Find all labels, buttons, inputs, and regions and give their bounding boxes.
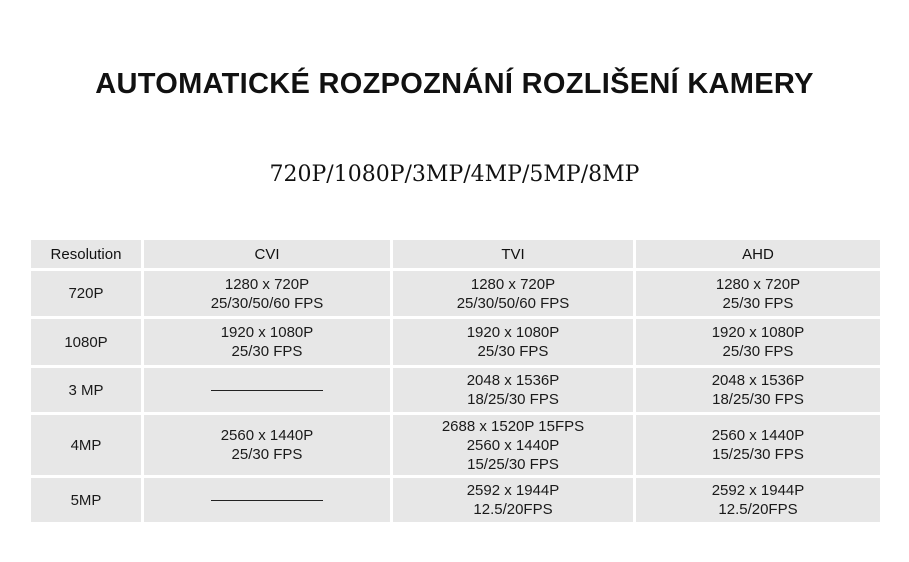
cvi-cell — [144, 478, 390, 522]
cell-line: 1920 x 1080P — [466, 324, 560, 341]
tvi-cell — [393, 415, 633, 475]
ahd-cell — [636, 415, 880, 475]
cell-line: 25/30 FPS — [231, 343, 303, 360]
resolution-cell: 4MP — [31, 415, 141, 475]
cell-line: 2592 x 1944P — [466, 482, 560, 499]
cell-line: 25/30 FPS — [722, 343, 794, 360]
cell-line: 1280 x 720P — [715, 275, 801, 293]
cell-line: 2592 x 1944P — [711, 482, 805, 499]
ahd-cell — [636, 271, 880, 316]
cell-line: 1920 x 1080P — [220, 324, 314, 341]
cell-line: 18/25/30 FPS — [712, 391, 804, 408]
resolution-cell: 720P — [31, 271, 141, 316]
cell-line: 2560 x 1440P — [220, 427, 314, 444]
resolution-cell: 1080P — [31, 319, 141, 365]
tvi-cell — [393, 271, 633, 316]
cell-line: 2560 x 1440P — [466, 436, 560, 454]
cell-line: 1920 x 1080P — [711, 324, 805, 341]
resolution-table — [28, 237, 883, 525]
table-row — [31, 478, 880, 522]
table-row — [31, 271, 880, 316]
cell-line: 2048 x 1536P — [466, 372, 560, 389]
resolution-cell: 3 MP — [31, 368, 141, 412]
page-title: AUTOMATICKÉ ROZPOZNÁNÍ ROZLIŠENÍ KAMERY — [95, 68, 814, 100]
cell-line: 25/30 FPS — [722, 294, 794, 312]
cell-line: 2048 x 1536P — [711, 372, 805, 389]
cell-line: 2560 x 1440P — [711, 427, 805, 444]
resolution-cell: 5MP — [31, 478, 141, 522]
tvi-cell — [393, 319, 633, 365]
cell-line: 15/25/30 FPS — [712, 446, 804, 463]
cell-line: 1280 x 720P — [470, 275, 556, 293]
not-supported-dash — [211, 390, 323, 391]
table-row — [31, 319, 880, 365]
page-subtitle: 720P/1080P/3MP/4MP/5MP/8MP — [269, 162, 640, 187]
header-resolution: Resolution — [31, 240, 141, 268]
header-ahd: AHD — [636, 240, 880, 268]
cell-line: 18/25/30 FPS — [467, 391, 559, 408]
cell-line: 12.5/20FPS — [473, 501, 553, 518]
ahd-cell — [636, 478, 880, 522]
cvi-cell — [144, 271, 390, 316]
cell-line: 1280 x 720P — [224, 275, 310, 293]
cell-line: 15/25/30 FPS — [467, 455, 559, 473]
cell-line: 25/30 FPS — [231, 446, 303, 463]
cvi-cell — [144, 415, 390, 475]
header-tvi: TVI — [393, 240, 633, 268]
header-cvi: CVI — [144, 240, 390, 268]
cell-line: 12.5/20FPS — [718, 501, 798, 518]
cvi-cell — [144, 319, 390, 365]
ahd-cell — [636, 319, 880, 365]
cvi-cell — [144, 368, 390, 412]
tvi-cell — [393, 368, 633, 412]
table-row — [31, 415, 880, 475]
tvi-cell — [393, 478, 633, 522]
cell-line: 25/30 FPS — [477, 343, 549, 360]
cell-line: 25/30/50/60 FPS — [456, 294, 570, 312]
cell-line: 2688 x 1520P 15FPS — [441, 417, 585, 435]
not-supported-dash — [211, 500, 323, 501]
table-row — [31, 368, 880, 412]
cell-line: 25/30/50/60 FPS — [210, 294, 324, 312]
table-header-row — [31, 240, 880, 268]
ahd-cell — [636, 368, 880, 412]
